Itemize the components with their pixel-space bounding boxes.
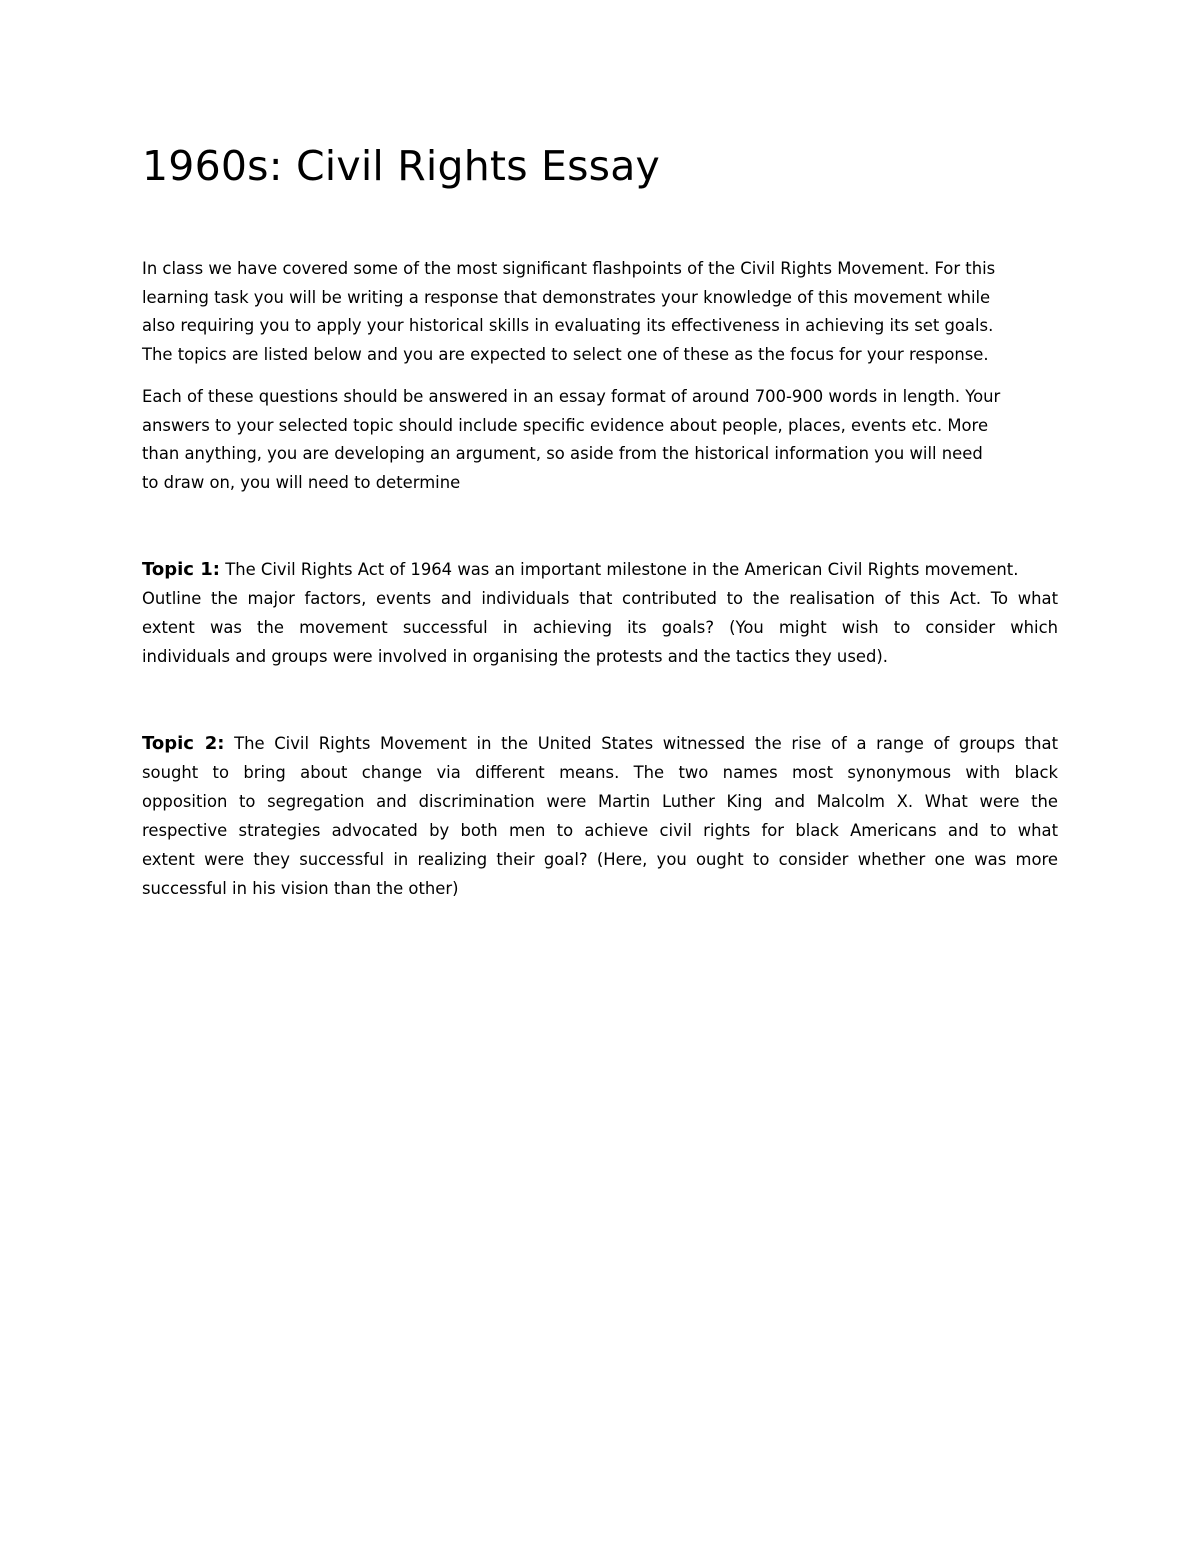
paragraph-line: answers to your selected topic should include specific evidence about people, places, events etc. More bbox=[142, 415, 989, 435]
intro-paragraph bbox=[142, 255, 1062, 369]
topic-2-label: Topic 2: bbox=[142, 733, 225, 754]
paragraph-line: Each of these questions should be answered in an essay format of around 700-900 words in length. Your bbox=[142, 387, 1001, 406]
paragraph-line: also requiring you to apply your historical skills in evaluating its effectiveness in achieving its set goals. bbox=[142, 316, 994, 335]
instructions-paragraph bbox=[142, 383, 1062, 497]
paragraph-line: In class we have covered some of the most significant flashpoints of the Civil Rights Movement. For this bbox=[142, 259, 996, 278]
topic-1-first-line-text: The Civil Rights Act of 1964 was an important milestone in the American Civil Rights movement. bbox=[225, 560, 1019, 579]
topic-line: sought to bring about change via different means. The two names most synonymous with black bbox=[142, 762, 1058, 782]
topic-line: successful in his vision than the other) bbox=[142, 878, 459, 898]
topic-first-line bbox=[142, 556, 1058, 585]
page-title: 1960s: Civil Rights Essay bbox=[142, 142, 661, 190]
topic-1-label: Topic 1: bbox=[142, 559, 220, 580]
topic-line: extent were they successful in realizing their goal? (Here, you ought to consider whether one was more bbox=[142, 849, 1058, 869]
paragraph-line: The topics are listed below and you are expected to select one of these as the focus for your response. bbox=[142, 344, 989, 364]
paragraph-line: to draw on, you will need to determine bbox=[142, 472, 461, 492]
topic-line: Outline the major factors, events and individuals that contributed to the realisation of this Act. To what bbox=[142, 588, 1058, 608]
paragraph-line: than anything, you are developing an argument, so aside from the historical information you will need bbox=[142, 444, 983, 463]
topic-line: respective strategies advocated by both men to achieve civil rights for black Americans and to what bbox=[142, 820, 1058, 840]
topic-2-first-line-text: The Civil Rights Movement in the United States witnessed the rise of a range of groups that bbox=[234, 734, 1059, 753]
topic-line: individuals and groups were involved in organising the protests and the tactics they used). bbox=[142, 646, 888, 666]
topic-line: opposition to segregation and discrimination were Martin Luther King and Malcolm X. What were the bbox=[142, 791, 1058, 811]
topic-first-line bbox=[142, 730, 1058, 759]
paragraph-line: learning task you will be writing a response that demonstrates your knowledge of this movement while bbox=[142, 287, 991, 307]
topic-2-paragraph bbox=[142, 730, 1058, 903]
topic-line: extent was the movement successful in achieving its goals? (You might wish to consider which bbox=[142, 617, 1058, 637]
topic-1-paragraph bbox=[142, 556, 1058, 672]
